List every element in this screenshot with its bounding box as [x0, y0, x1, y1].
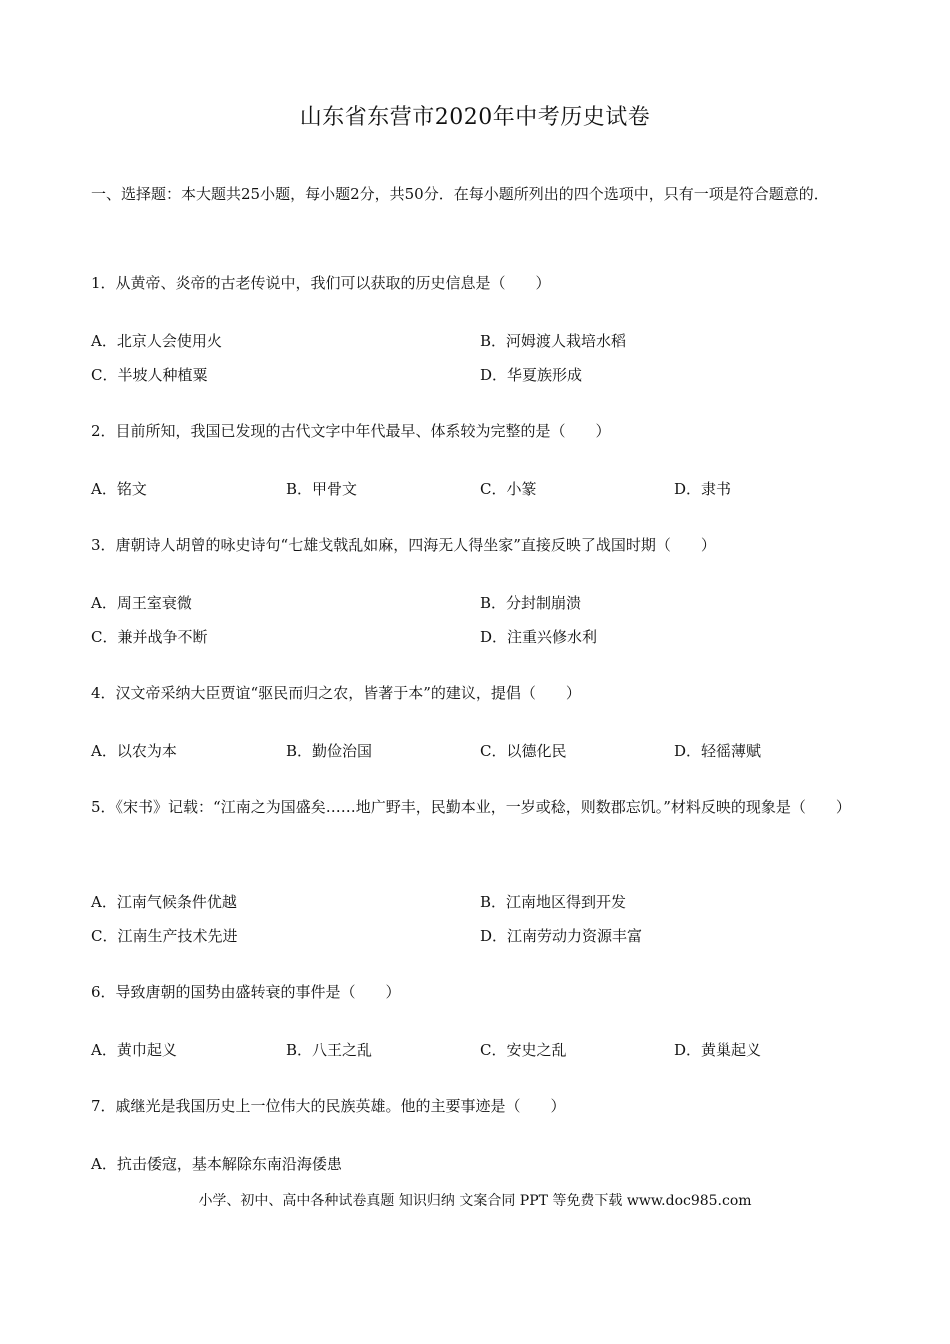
question-1-option-a: A．北京人会使用火 [91, 332, 222, 350]
section-header: 一、选择题：本大题共25小题，每小题2分，共50分．在每小题所列出的四个选项中，只有一项是符合题意的． [91, 185, 829, 203]
question-5-option-d: D．江南劳动力资源丰富 [480, 927, 643, 945]
question-6-option-b: B．八王之乱 [286, 1041, 373, 1059]
question-4-option-c: C．以德化民 [480, 742, 567, 760]
question-6-option-c: C．安史之乱 [480, 1041, 567, 1059]
question-4-option-b: B．勤俭治国 [286, 742, 373, 760]
question-2-option-a: A．铭文 [91, 480, 147, 498]
question-4-option-d: D．轻徭薄赋 [674, 742, 762, 760]
question-1-option-d: D．华夏族形成 [480, 366, 583, 384]
question-3-stem: 3．唐朝诗人胡曾的咏史诗句“七雄戈戟乱如麻，四海无人得坐家”直接反映了战国时期（ ） [91, 536, 716, 554]
question-3-option-a: A．周王室衰微 [91, 594, 192, 612]
question-2-option-c: C．小篆 [480, 480, 537, 498]
question-5-option-c: C．江南生产技术先进 [91, 927, 238, 945]
question-2-stem: 2．目前所知，我国已发现的古代文字中年代最早、体系较为完整的是（ ） [91, 422, 611, 440]
question-7-option-a: A．抗击倭寇，基本解除东南沿海倭患 [91, 1155, 342, 1173]
question-3-option-b: B．分封制崩溃 [480, 594, 582, 612]
question-4-option-a: A．以农为本 [91, 742, 177, 760]
question-3-option-d: D．注重兴修水利 [480, 628, 598, 646]
question-6-option-d: D．黄巢起义 [674, 1041, 762, 1059]
question-1-option-c: C．半坡人种植粟 [91, 366, 208, 384]
question-1-stem: 1．从黄帝、炎帝的古老传说中，我们可以获取的历史信息是（ ） [91, 274, 551, 292]
question-7-stem: 7．戚继光是我国历史上一位伟大的民族英雄。他的主要事迹是（ ） [91, 1097, 566, 1115]
question-5-option-a: A．江南气候条件优越 [91, 893, 237, 911]
question-3-option-c: C．兼并战争不断 [91, 628, 208, 646]
question-5-option-b: B．江南地区得到开发 [480, 893, 627, 911]
question-4-stem: 4．汉文帝采纳大臣贾谊“驱民而归之农，皆著于本”的建议，提倡（ ） [91, 684, 581, 702]
question-2-option-b: B．甲骨文 [286, 480, 358, 498]
page-title: 山东省东营市2020年中考历史试卷 [299, 105, 651, 130]
page-footer[interactable]: 小学、初中、高中各种试卷真题 知识归纳 文案合同 PPT 等免费下载 www.doc985.com [198, 1193, 752, 1209]
question-1-option-b: B．河姆渡人栽培水稻 [480, 332, 627, 350]
question-6-option-a: A．黄巾起义 [91, 1041, 177, 1059]
question-2-option-d: D．隶书 [674, 480, 732, 498]
question-6-stem: 6．导致唐朝的国势由盛转衰的事件是（ ） [91, 983, 401, 1001]
question-5-stem: 5．《宋书》记载：“江南之为国盛矣……地广野丰，民勤本业，一岁或稔，则数郡忘饥。”材料反映的现象是（ ） [91, 798, 851, 816]
